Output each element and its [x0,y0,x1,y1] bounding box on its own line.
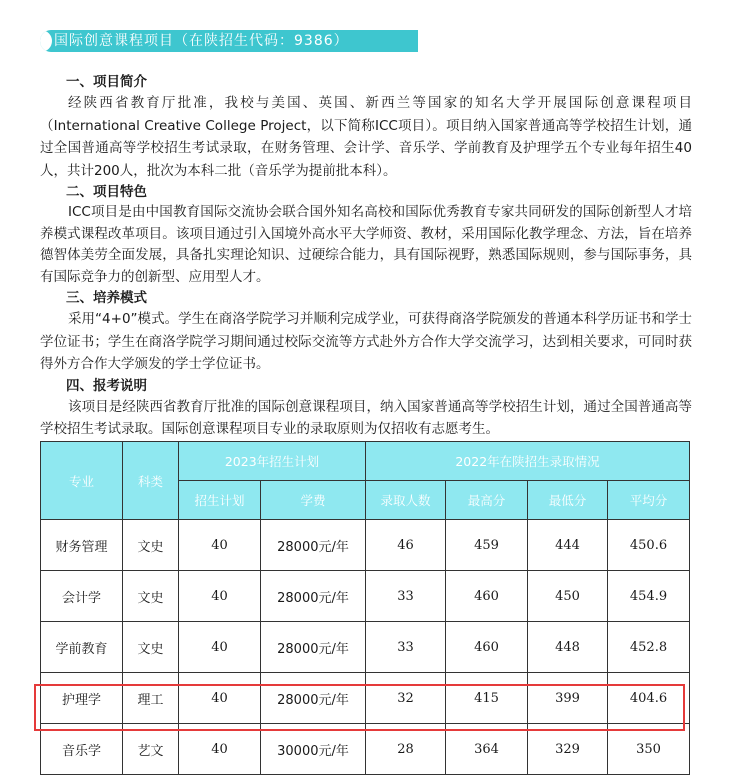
section-paragraph: 采用“4+0”模式。学生在商洛学院学习并顺利完成学业，可获得商洛学院颁发的普通本科学历证书和学士学位证书；学生在商洛学院学习期间通过校际交流等方式赴外方合作大学交流学习，达到相关要求，可同时获得外方合作大学颁发的学士学位证书。 [40,311,692,372]
cell-major: 学前教育 [41,622,123,673]
table-row [41,622,690,673]
section-heading: 二、项目特色 [66,184,147,200]
header-subject: 科类 [123,442,179,520]
section-banner [40,30,418,52]
cell-max: 364 [446,724,528,775]
section-paragraph: ICC项目是由中国教育国际交流协会联合国外知名高校和国际优秀教育专家共同研发的国际创新型人才培养模式课程改革项目。该项目通过引入国境外高水平大学师资、教材，采用国际化教学理念、方法，旨在培养德智体美劳全面发展，具备扎实理论知识、过硬综合能力，具有国际视野，熟悉国际规则，参与国际事务，具有国际竞争力的创新型、应用型人才。 [40,204,692,285]
cell-max: 460 [446,571,528,622]
cell-admitted: 33 [366,571,446,622]
cell-avg: 454.9 [608,571,690,622]
cell-plan: 40 [179,520,261,571]
cell-major: 财务管理 [41,520,123,571]
section-paragraph: 经陕西省教育厅批准，我校与美国、英国、新西兰等国家的知名大学开展国际创意课程项目（International Creative College Project，以下简称ICC项目）。项目纳入国家普通高等学校招生计划，通过全国普通高等学校招生考试录取，在财务管理、会计学、音乐学、学前教育及护理学五个专业每年招生40人，共计200人，批次为本科二批（音乐学为提前批本科）。 [40,95,692,179]
cell-subject: 理工 [123,673,179,724]
header-plan: 招生计划 [179,481,261,520]
header-admit-group: 2022年在陕招生录取情况 [366,442,690,481]
cell-fee: 28000元/年 [261,622,366,673]
table-row [41,520,690,571]
banner-title: 国际创意课程项目（在陕招生代码：9386） [54,33,349,49]
header-avg: 平均分 [608,481,690,520]
section-paragraph: 该项目是经陕西省教育厅批准的国际创意课程项目，纳入国家普通高等学校招生计划，通过全国普通高等学校招生考试录取。国际创意课程项目专业的录取原则为仅招收有志愿考生。 [40,398,692,437]
header-admitted: 录取人数 [366,481,446,520]
cell-fee: 28000元/年 [261,520,366,571]
cell-max: 459 [446,520,528,571]
header-min: 最低分 [528,481,608,520]
cell-major: 护理学 [41,673,123,724]
cell-max: 415 [446,673,528,724]
document-body [40,72,692,441]
table-row-highlighted [41,724,690,775]
cell-plan: 40 [179,571,261,622]
header-fee: 学费 [261,481,366,520]
admissions-table [40,441,690,775]
cell-min: 399 [528,673,608,724]
cell-subject: 文史 [123,520,179,571]
header-major: 专业 [41,442,123,520]
cell-min: 450 [528,571,608,622]
section-heading: 三、培养模式 [66,290,147,306]
cell-avg: 404.6 [608,673,690,724]
cell-plan: 40 [179,622,261,673]
table-row [41,571,690,622]
cell-min: 444 [528,520,608,571]
cell-avg: 450.6 [608,520,690,571]
cell-max: 460 [446,622,528,673]
cell-min: 329 [528,724,608,775]
cell-plan: 40 [179,673,261,724]
cell-major: 音乐学 [41,724,123,775]
cell-admitted: 32 [366,673,446,724]
cell-avg: 350 [608,724,690,775]
table-row [41,673,690,724]
cell-subject: 文史 [123,571,179,622]
cell-plan: 40 [179,724,261,775]
cell-fee: 28000元/年 [261,673,366,724]
cell-fee: 30000元/年 [261,724,366,775]
cell-subject: 文史 [123,622,179,673]
cell-fee: 28000元/年 [261,571,366,622]
cell-admitted: 33 [366,622,446,673]
section-heading: 一、项目简介 [66,74,147,90]
cell-avg: 452.8 [608,622,690,673]
header-plan-group: 2023年招生计划 [179,442,366,481]
cell-admitted: 46 [366,520,446,571]
cell-major: 会计学 [41,571,123,622]
cell-min: 448 [528,622,608,673]
banner-bullet-icon [40,30,52,52]
section-heading: 四、报考说明 [66,377,147,394]
cell-subject: 艺文 [123,724,179,775]
cell-admitted: 28 [366,724,446,775]
header-max: 最高分 [446,481,528,520]
